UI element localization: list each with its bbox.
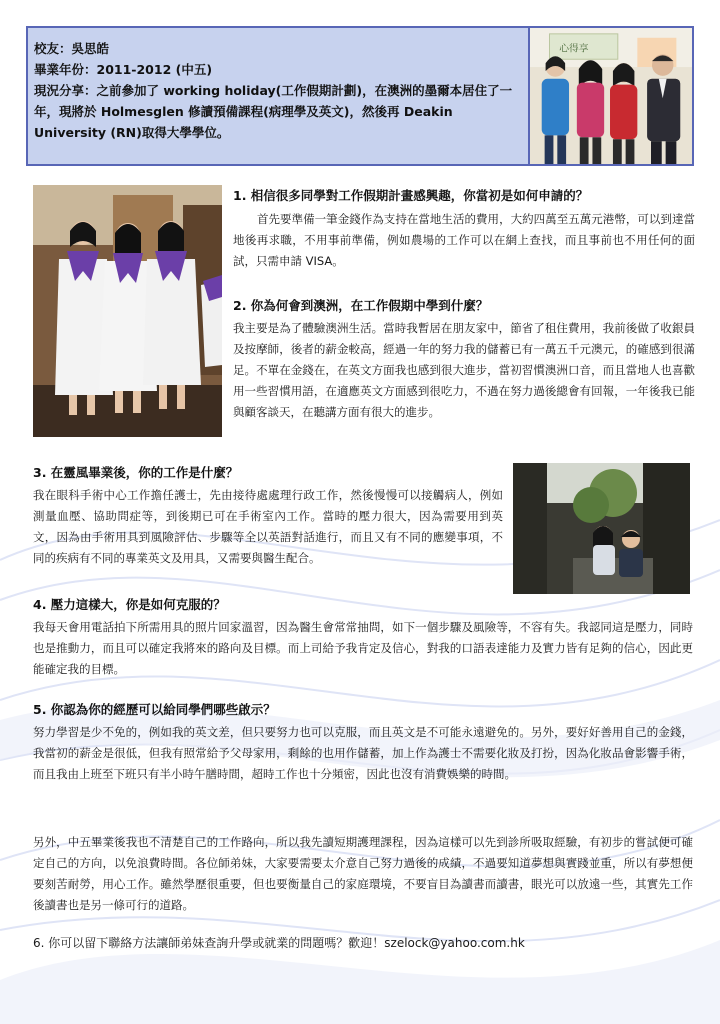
current-status: 現況分享：之前參加了 working holiday(工作假期計劃)，在澳洲的墨爾本居住了一年，現將於 Holmesglen 修讀預備課程(病理學及英文)，然後再 Deakin University (RN)取得大學學位。 — [34, 83, 513, 140]
question-5-title: 5. 你認為你的經歷可以給同學們哪些啟示？ — [33, 702, 276, 717]
answer-1: 首先要準備一筆金錢作為支持在當地生活的費用，大約四萬至五萬元港幣，可以到達當地後再求職，不用事前準備，例如農場的工作可以在網上查找，而且事前也不用任何的面試，只需申請 VISA。 — [233, 212, 695, 268]
question-2-title: 2. 你為何會到澳洲，在工作假期中學到什麼？ — [233, 298, 489, 313]
answer-5-part-2: 另外，中五畢業後我也不清楚自己的工作路向，所以我先讀短期護理課程，因為這樣可以先到診所吸取經驗，有初步的嘗試便可確定自己的方向，以免浪費時間。各位師弟妹，大家要需要太介意自己努力過後的成績，不過要知道夢想與實踐並重，所以有夢想便要刻苦耐勞，用心工作。雖然學歷很重要，但也要衡量自己的家庭環境，不要盲目為讀書而讀書，眼光可以放遠一些，其實先工作後讀書也是另一條可行的道路。 — [33, 835, 693, 912]
answer-3: 我在眼科手術中心工作擔任護士，先由接待處處理行政工作，然後慢慢可以接觸病人，例如測量血壓、協助問症等，到後期已可在手術室內工作。當時的壓力很大，因為需要用到英文，因為由手術用具到風險評估、步驟等全以英語對話進行，而且又有不同的應變事項，不同的疾病有不同的專業英文及用具，又需要與醫生配合。 — [33, 488, 503, 565]
question-3-title: 3. 在靈風畢業後，你的工作是什麼？ — [33, 465, 239, 480]
header-photo-sign: 心得享 — [559, 43, 589, 55]
question-4-title: 4. 壓力這樣大，你是如何克服的？ — [33, 597, 226, 612]
outdoor-photo — [513, 463, 690, 594]
header-text — [34, 38, 524, 143]
alumni-name: 校友：吳思皓 — [34, 41, 110, 56]
answer-4: 我每天會用電話拍下所需用具的照片回家溫習，因為醫生會常常抽問，如下一個步驟及風險等，不容有失。我認同這是壓力，同時也是推動力，而且可以確定我將來的路向及目標。而上司給予我肯定及信心，對我的口語表達能力及實力皆有足夠的信心，因此更能確定我的目標。 — [33, 620, 693, 676]
graduation-year: 畢業年份：2011-2012 (中五) — [34, 62, 213, 77]
graduation-photo — [33, 185, 222, 437]
question-6-contact: 6. 你可以留下聯絡方法讓師弟妹查詢升學或就業的問題嗎？歡迎！szelock@yahoo.com.hk — [33, 936, 525, 950]
question-1-title: 1. 相信很多同學對工作假期計畫感興趣，你當初是如何申請的？ — [233, 188, 589, 203]
answer-2: 我主要是為了體驗澳洲生活。當時我暫居在朋友家中，節省了租住費用，我前後做了收銀員及按摩師，後者的薪金較高，經過一年的努力我的儲蓄已有一萬五千元澳元，的確感到很滿足。不單在金錢在，在英文方面我也感到很大進步，當初習慣澳洲口音，而且當地人也喜歡用一些習慣用語，在適應英文方面感到很吃力，不過在努力過後總會有回報，一年後我已能與顧客談天，在聽講方面有很大的進步。 — [233, 321, 695, 419]
answer-5-part-1: 努力學習是少不免的，例如我的英文差，但只要努力也可以克服，而且英文是不可能永遠避免的。另外，要好好善用自己的金錢，我當初的薪金是很低，但我有照常給予父母家用，剩餘的也用作儲蓄，加上作為護士不需要化妝及打扮，因為化妝品會影響手術，而且我由上班至下班只有半小時午膳時間，超時工作也十分頻密，因此也沒有消費娛樂的時間。 — [33, 725, 693, 781]
header-group-photo — [528, 26, 694, 166]
